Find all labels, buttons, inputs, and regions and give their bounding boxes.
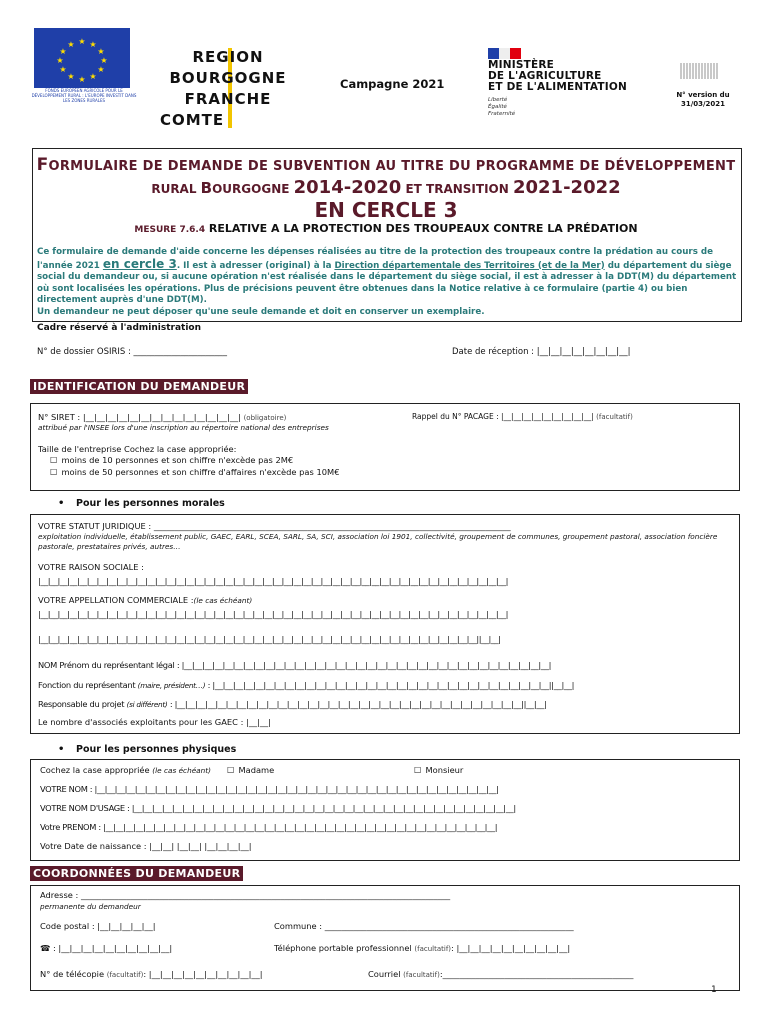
form-title-line1 (32, 155, 740, 175)
svg-text:★: ★ (89, 40, 97, 49)
raison-boxes[interactable]: |__|__|__|__|__|__|__|__|__|__|__|__|__|__|__|__|__|__|__|__|__|__|__|__|__|__|__|__|__|__|__|__|__|__|__|__|__|__|__|__|__|__|__|__|__|__|__|__| (38, 576, 508, 586)
marianne-logo (488, 44, 523, 55)
nom-field[interactable]: VOTRE NOM : |__|__|__|__|__|__|__|__|__|__|__|__|__|__|__|__|__|__|__|__|__|__|__|__|__|__|__|__|__|__|__|__|__|__|__|__|__|__|__|__| (40, 784, 499, 794)
ministry-line: MINISTÈRE (488, 59, 555, 71)
svg-text:★: ★ (56, 56, 64, 65)
region-line: COMTE (160, 111, 225, 129)
siret-boxes[interactable]: N° SIRET : |__|__|__|__|__|__|__|__|__|__|__|__|__|__| (38, 412, 241, 422)
page-number: 1 (711, 985, 717, 995)
responsable-note: (si différent) (126, 700, 168, 709)
region-line: BOURGOGNE (169, 69, 287, 87)
fonction-note: (maire, président…) (137, 681, 206, 690)
svg-text:★: ★ (89, 72, 97, 81)
title-years: 2014-2020 (293, 177, 402, 198)
associes-field[interactable]: Le nombre d'associés exploitants pour les GAEC : |__|__| (38, 717, 271, 727)
ministry-line: ET DE L'ALIMENTATION (488, 81, 628, 93)
fonction-boxes[interactable]: : |__|__|__|__|__|__|__|__|__|__|__|__|__|__|__|__|__|__|__|__|__|__|__|__|__|__|__|__|__|__|__|__|__||__|__| (205, 680, 575, 690)
svg-text:★: ★ (100, 56, 108, 65)
portable-field[interactable] (274, 943, 570, 953)
intro-text: . Il est à adresser (original) à la (176, 260, 335, 271)
title-initial: B (200, 179, 213, 197)
raison-label: VOTRE RAISON SOCIALE : (38, 562, 144, 572)
motto-line: Liberté (488, 97, 508, 103)
form-title-line2 (32, 177, 740, 198)
campaign-label: Campagne 2021 (340, 77, 445, 91)
responsable-field[interactable] (38, 699, 547, 709)
appellation-text: VOTRE APPELLATION COMMERCIALE : (38, 595, 194, 605)
svg-text:★: ★ (67, 72, 75, 81)
pacage-note: (facultatif) (596, 413, 633, 421)
siret-note: (obligatoire) (243, 414, 287, 422)
intro-ddt-link: Direction départementale des Territoires (et de la Mer) (334, 260, 605, 271)
pacage-field[interactable] (412, 412, 633, 421)
size-option-10[interactable]: ☐ moins de 10 personnes et son chiffre n'excède pas 2M€ (50, 455, 293, 465)
intro-notice: Un demandeur ne peut déposer qu'une seule demande et doit en conserver un exemplaire. (37, 306, 485, 317)
courriel-label: Courriel (368, 969, 404, 979)
osiris-field[interactable]: N° de dossier OSIRIS : ______________________ (37, 347, 228, 357)
physiques-heading: Pour les personnes physiques (76, 744, 237, 755)
title-years: 2021-2022 (512, 177, 621, 198)
bullet: • (58, 744, 65, 755)
telecopie-note: (facultatif) (106, 971, 144, 979)
intro-text: du département du siège social du demandeur ou, si aucune opération n'est réalisée dans le département du siège social, il est à adresser à la DDT(M) du département où sont localisées les opérations. Plus de précisions peuvent être obtenues dans la Notice relative à ce formulaire (partie 4) ou bien directement auprès d'une DDT(M). (37, 260, 737, 305)
commune-field[interactable]: Commune : ____________________________________________________________ (274, 921, 574, 931)
bullet: • (58, 498, 65, 509)
courriel-line[interactable]: :______________________________________________ (439, 969, 634, 979)
responsable-boxes[interactable]: : |__|__|__|__|__|__|__|__|__|__|__|__|__|__|__|__|__|__|__|__|__|__|__|__|__|__|__|__|__|__|__|__|__|__||__|__| (167, 699, 547, 709)
eu-flag-logo (34, 28, 130, 88)
madame-checkbox[interactable]: ☐ Madame (227, 765, 274, 775)
intro-paragraph (37, 247, 737, 318)
monsieur-checkbox[interactable]: ☐ Monsieur (414, 765, 463, 775)
version-number (668, 91, 738, 109)
appellation-boxes[interactable]: |__|__|__|__|__|__|__|__|__|__|__|__|__|__|__|__|__|__|__|__|__|__|__|__|__|__|__|__|__|__|__|__|__|__|__|__|__|__|__|__|__|__|__|__|__|__|__|__| (38, 609, 508, 619)
pacage-boxes[interactable]: Rappel du N° PACAGE : |__|__|__|__|__|__|__|__|__| (412, 412, 594, 421)
statut-examples: exploitation individuelle, établissement public, GAEC, EARL, SCEA, SARL, SA, SCI, association loi 1901, collectivité, groupement de communes, groupement pastoral, association foncière pastorale, prestataires privés, autres… (38, 532, 718, 551)
telecopie-field[interactable] (40, 969, 263, 979)
fonction-label: Fonction du représentant (38, 680, 138, 690)
region-line: REGION (192, 48, 264, 66)
measure-line (32, 222, 740, 235)
ministry-line: DE L'AGRICULTURE (488, 70, 602, 82)
region-line: FRANCHE (184, 90, 272, 108)
appellation-boxes-2[interactable]: |__|__|__|__|__|__|__|__|__|__|__|__|__|__|__|__|__|__|__|__|__|__|__|__|__|__|__|__|__|__|__|__|__|__|__|__|__|__|__|__|__|__|__|__|__||__|__| (38, 634, 501, 644)
representant-nom-field[interactable]: NOM Prénom du représentant légal : |__|__|__|__|__|__|__|__|__|__|__|__|__|__|__|__|__|__|__|__|__|__|__|__|__|__|__|__|__|__|__|__|__|__|__|__| (38, 660, 552, 670)
ministry-name (488, 60, 627, 93)
civilite-label (40, 765, 211, 775)
telecopie-label: N° de télécopie (40, 969, 107, 979)
svg-text:★: ★ (59, 65, 67, 74)
title-text: OURGOGNE (212, 182, 294, 196)
adresse-field[interactable]: Adresse : _________________________________________________________________________________________ (40, 890, 451, 900)
title-initial: F (36, 155, 49, 175)
intro-text: Ce formulaire de demande d'aide concerne les dépenses réalisées au titre de la protection des troupeaux contre la prédation au cours de l'année 2021 (37, 247, 714, 271)
courriel-note: (facultatif) (403, 971, 440, 979)
portable-boxes[interactable]: : |__|__|__|__|__|__|__|__|__|__| (451, 943, 571, 953)
section-coordonnees-heading: COORDONNÉES DU DEMANDEUR (30, 866, 243, 881)
republic-motto (488, 97, 515, 118)
measure-label: MESURE 7.6.4 (134, 225, 206, 235)
civilite-text: Cochez la case appropriée (40, 765, 153, 775)
phone-icon: ☎ (40, 943, 51, 953)
nom-usage-field[interactable]: VOTRE NOM D'USAGE : |__|__|__|__|__|__|__|__|__|__|__|__|__|__|__|__|__|__|__|__|__|__|__|__|__|__|__|__|__|__|__|__|__|__|__|__|__|__| (40, 803, 516, 813)
title-text: RURAL (151, 182, 201, 196)
svg-text:★: ★ (97, 47, 105, 56)
portable-note: (facultatif) (414, 945, 452, 953)
eu-caption: FONDS EUROPÉEN AGRICOLE POUR LE DÉVELOPPEMENT RURAL : L'EUROPE INVESTIT DANS LES ZONES RURALES (31, 88, 137, 103)
responsable-label: Responsable du projet (38, 699, 127, 709)
admin-label: Cadre réservé à l'administration (37, 323, 202, 333)
telephone-boxes[interactable]: : |__|__|__|__|__|__|__|__|__|__| (52, 943, 173, 953)
portable-label: Téléphone portable professionnel (274, 943, 415, 953)
prenom-field[interactable]: Votre PRENOM : |__|__|__|__|__|__|__|__|__|__|__|__|__|__|__|__|__|__|__|__|__|__|__|__|__|__|__|__|__|__|__|__|__|__|__|__|__|__|__| (40, 822, 498, 832)
appellation-label (38, 595, 252, 605)
svg-text:★: ★ (59, 47, 67, 56)
intro-cercle: en cercle 3 (102, 256, 177, 271)
appellation-note: (le cas échéant) (193, 596, 253, 605)
telephone-field[interactable] (40, 943, 172, 953)
section-identification-heading: IDENTIFICATION DU DEMANDEUR (30, 379, 248, 394)
reception-date-field[interactable]: Date de réception : |__|__|__|__|__|__|__|__| (452, 347, 631, 357)
svg-text:★: ★ (67, 40, 75, 49)
morales-heading: Pour les personnes morales (76, 498, 225, 509)
title-text: ET TRANSITION (401, 182, 513, 196)
version-line: N° version du (676, 91, 730, 99)
siret-field[interactable] (38, 412, 286, 422)
svg-text:★: ★ (97, 65, 105, 74)
svg-text:★: ★ (78, 37, 86, 46)
courriel-field[interactable] (368, 969, 633, 979)
title-text: ORMULAIRE DE DEMANDE DE SUBVENTION AU TITRE DU PROGRAMME DE DÉVELOPPEMENT (48, 159, 736, 174)
statut-field[interactable]: VOTRE STATUT JURIDIQUE : ______________________________________________________________________________________ (38, 521, 511, 531)
form-title-cercle: EN CERCLE 3 (314, 198, 458, 222)
adresse-note: permanente du demandeur (40, 902, 141, 911)
region-logo (160, 47, 296, 131)
fonction-field[interactable] (38, 680, 574, 690)
measure-text: RELATIVE A LA PROTECTION DES TROUPEAUX CONTRE LA PRÉDATION (205, 222, 638, 235)
size-label: Taille de l'entreprise Cochez la case appropriée: (38, 444, 237, 454)
naissance-field[interactable]: Votre Date de naissance : |__|__| |__|__| |__|__|__|__| (40, 841, 252, 851)
siret-attribution: attribué par l'INSEE lors d'une inscription au répertoire national des entreprises (38, 423, 329, 432)
size-option-50[interactable]: ☐ moins de 50 personnes et son chiffre d'affaires n'excède pas 10M€ (50, 467, 339, 477)
motto-line: Fraternité (488, 111, 516, 117)
version-line: 31/03/2021 (680, 100, 726, 108)
svg-text:★: ★ (78, 75, 86, 84)
civilite-note: (le cas échéant) (152, 766, 211, 775)
cerfa-barcode (680, 63, 718, 79)
code-postal-field[interactable]: Code postal : |__|__|__|__|__| (40, 921, 156, 931)
motto-line: Égalité (488, 104, 507, 110)
telecopie-boxes[interactable]: : |__|__|__|__|__|__|__|__|__|__| (143, 969, 263, 979)
